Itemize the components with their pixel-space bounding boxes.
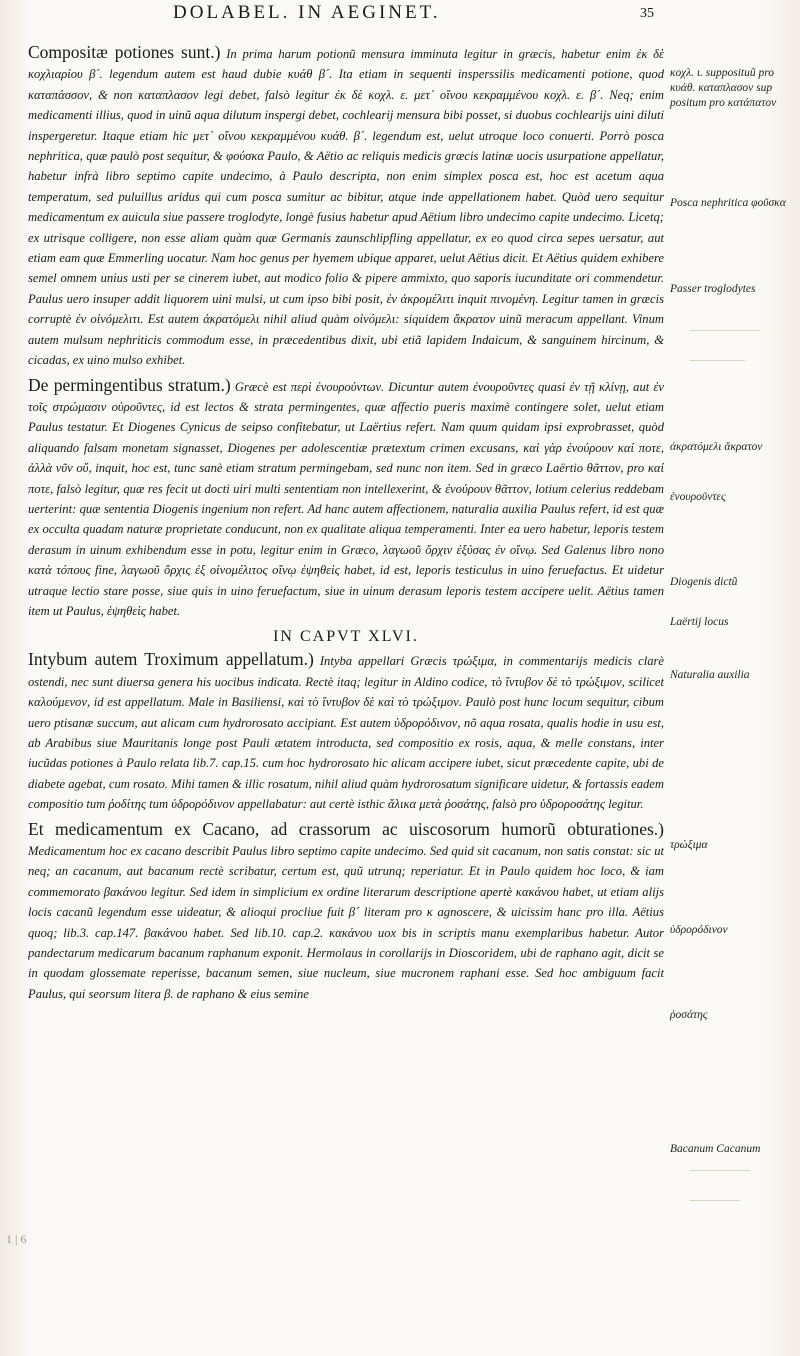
margin-note: Passer troglodytes (670, 283, 756, 295)
margin-note: Diogenis dictũ (670, 576, 738, 588)
main-text-column (28, 42, 664, 1342)
show-through-mark (690, 360, 745, 361)
show-through-mark (690, 1200, 740, 1201)
commentary-entry-3 (28, 649, 664, 814)
commentary-entry-2 (28, 375, 664, 622)
lemma-heading: De permingentibus stratum.) (28, 374, 231, 395)
show-through-mark (690, 1170, 750, 1171)
margin-note: Posca nephritica φοῦσκα (670, 197, 786, 209)
lemma-heading: Compositæ potiones sunt.) (28, 42, 221, 62)
commentary-text: Intyba appellari Græcis τρώξιμα, in commentarijs medicis clarè ostendi, nec sunt diuersa genera his uocibus indicata. Rectè itaq; legitur in Aldino codice, τὸ ἴντυβον δὲ τὸ τρώξιμον, scilicet καλούμενον, id est appellatum. Male in Basiliensi, καὶ τὸ ἴντυβον δὲ καὶ τὸ τρώξιμον. Paulò post hunc locum sequitur, cibum uero ptisanæ succum, aut alicam cum hydrorosato accipiant. Est autem ὑδρορόδινον, nõ aqua rosata, qualis hodie in usu est, ab Arabibus siue Mauritanis longe post Pauli ætatem introducta, sed compositio ex rosis, aqua, & melle constans, inter iucũdas potiones à Paulo relata lib.7. cap.15. cum hoc hydrorosato hic alicam accipere iubet, sicut præcedente capite, ubi de diabete agebat, cum rosato. Mihi tamen & illic rosatum, nihil aliud quàm hydrorosatum significare uidetur, & fortassis eadem compositio tum ῥοδίτης tum ὑδρορόδινον appellabatur: aut certè isthic ἄλικα μετὰ ῥοσάτης, falsò pro ὑδροροσάτης legitur. (28, 654, 664, 812)
margin-notes-column (670, 0, 795, 1356)
commentary-entry-1 (28, 42, 664, 371)
margin-note: ἐνουροῦντες (670, 491, 726, 503)
margin-note: κοχλ. ι. supposituũ pro κυάθ. καταπλασον sup positum pro κατάπατον (670, 67, 777, 109)
lemma-heading: Intybum autem Troximum appellatum.) (28, 649, 314, 670)
margin-note: Bacanum Cacanum (670, 1143, 761, 1155)
commentary-text: In prima harum potionũ mensura imminuta legitur in græcis, habetur enim ἐκ δὲ κοχλιαρίου β´. legendum autem est haud dubie κυάθ β´. Ita etiam in sequenti insperssilis medicamenti potione, quod καταπάσσον, & non καταπλασον legi debet, falsò legitur ἐκ δὲ κοχλ. ε. μετ᾽ οἴνου κεκραμμένου κοχλ. ε. β´. Neq; enim medicamenti illius, quod in uinũ aqua dilutum inspergi debet, cochlearij mensura bibi posset, si duobus cochlearijs uini diluti inspergeretur. Itaque etiam hic μετ᾽ οἴνου κεκραμμένου κυάθ. β´. legendum est, uelut utroque loco conuerti. Porrò posca nephritica, quæ paulò post sequitur, & φούσκα Paulo, & Aëtio ac reliquis medicis græcis latinæ uocis usurpatione appellatur, habetur infrà libro septimo capite undecimo, à Paulo descripta, non enim simplex posca est, hoc est acetum aqua temperatum, sed puluillus aridus qui cum posca sumitur ac bibitur, atque inde appellationem habet. Quòd uero sequitur medicamentum ex auicula siue passere troglodyte, longè fusius habetur apud Aëtium libro undecimo capite undecimo. Licetq; ex utrisque colligere, non esse aliam quàm quæ Germanis zaunschlipfling appellatur, ex eo quod circa sepes uersatur, aut etiam eam quæ Emmerling uocatur. Nam hoc genus per hyemem ubique apparet, uelut Aëtius dicit. Et Aëtius quidem exhibere semel omnem unius usti per se cinerem iubet, aut modico folio & pipere ammixto, quo saporis iucunditate ori commendetur. Paulus uero insuper addit liquorem uini mulsi, ut cum ipso bibi posit, ἐν ἀκρομέλιτι inquit πινομένη. Legitur tamen in græcis corruptè ἐν οἰνόμελιτι. Est autem ἀκρατόμελι nihil aliud quàm οἰνόμελι: siquidem ἄκρατον uinũ meracum appellant. Vinum autem mulsum nephriticis commodum esse, in præcedentibus dixit, ubi etiã lapidem Indaicum, & sanguinem hircinum, & cicadas, ex uino mulso exhibet. (28, 47, 664, 368)
page-number: 35 (640, 6, 654, 21)
margin-note: Naturalia auxilia (670, 669, 750, 681)
margin-note: τρώξιμα (670, 839, 708, 851)
commentary-entry-4 (28, 819, 664, 1005)
margin-note: Laërtij locus (670, 616, 729, 628)
margin-note: ὑδρορόδινον (670, 924, 728, 936)
margin-note: ἀκρατόμελι ἄκρατον (670, 441, 763, 453)
commentary-text: Medicamentum hoc ex cacano describit Paulus libro septimo capite undecimo. Sed quid sit cacanum, non satis constat: sic ut neq; an cacanum, aut bacanum rectè scribatur, certum est, quũ utrunq; reperiatur. Et in Paulo quidem hoc loco, & iam commemorato βακάνου legitur. Sed idem in simplicium ex ordine literarum descriptione apertè κακάνου habet, ut etiam alijs locis cacanũ legendum esse uideatur, & alioqui procliue fuit β´ literam pro κ agnoscere, & uicissim hanc pro illa. Aëtius quoq; lib.3. cap.147. βακάνου habet. Sed lib.10. cap.2. κακάνου uox bis in scriptis manu exemplaribus habetur. Autor pandectarum medicarum bacanum raphanum exponit. Hermolaus in corollarijs in Dioscoridem, ubi de raphano agit, dicit se in quodam glossemate reperisse, bacanum semen, siue nucleum, siue mucronem raphani esse. Sed hoc ambiguum facit Paulus, qui seorsum litera β. de raphano & eius semine (28, 844, 664, 1001)
chapter-heading: IN CAPVT XLVI. (273, 628, 419, 646)
show-through-mark (690, 330, 760, 331)
page-edge-mark: 1 | 6 (6, 1232, 27, 1246)
margin-note: ῥοσάτης (670, 1009, 708, 1021)
running-head: DOLABEL. IN AEGINET. (173, 2, 441, 23)
commentary-text: Græcè est περὶ ἐνουρούντων. Dicuntur autem ἐνουροῦντες quasi ἐν τῇ κλίνῃ, aut ἐν τοῖς στρώμασιν οὐροῦντες, id est lectos & strata permingentes, quæ affectio pueris maximè contingere solet, uelut etiam Paulus testatur. Et Diogenes Cynicus de seipso confitebatur, ut Laërtius refert. Nam quum quidam ipsi exprobrasset, quòd aliquando falsam monetam signasset, Diogenes per adolescentiæ prætextum crimen excusans, καὶ γὰρ ἐνούρουν καί ποτε, ἀλλὰ νῦν οὔ, inquit, hoc est, tunc sanè etiam stratum permingebam, sed nunc non item. Sed in græco Laërtio θᾶττον, pro καί ποτε, falsò legitur, quæ res fecit ut docti uiri multi sententiam non intellexerint, & ἐνούρουν θᾶττον, lotium celerius reddebam uerterint: quæ sententia Diogenis ingenium non refert. Ad hanc autem affectionem, naturalia auxilia Paulus refert, id est quæ ex occulta quadam naturæ proprietate conducunt, non ex qualitate aliqua temperamenti. Inter ea uero habetur, leporis testem derasum in uinum exhibendum esse in potu, legitur enim in Græco, λαγωοῦ ὄρχιν ἐξύσας ἐν οἴνῳ. Sed Galenus libro nono κατὰ τόπους fine, λαγωοῦ ὄρχις ἐξ οἰνομέλιτος οἴνῳ ἑψηθεὶς habet, id est, leporis testiculus in uino feruefactus. Et uidetur utraque lectio stare posse, siue quis in uino feruefactum, siue in uinum derasum leporis testem accipere uelit. Aëtius tamen item ut Paulus, ἑψηθεὶς habet. (28, 379, 664, 618)
lemma-heading: Et medicamentum ex Cacano, ad crassorum ac uiscosorum humorũ obturationes.) (28, 818, 664, 839)
